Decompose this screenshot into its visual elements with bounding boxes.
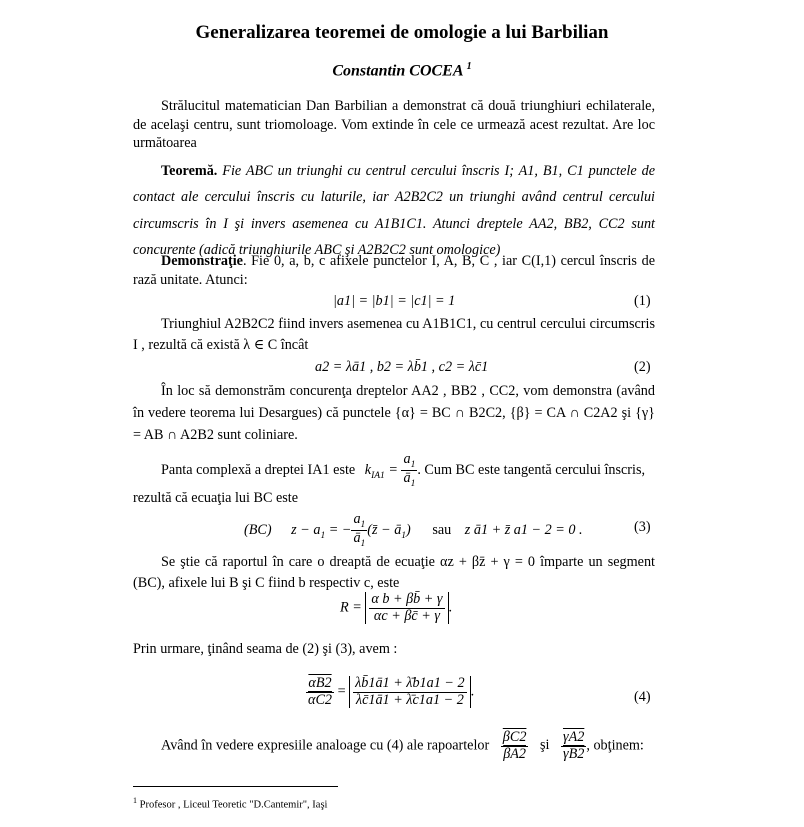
ratio-gamma-denominator: γB2 <box>562 745 585 762</box>
proof-paragraph <box>133 252 655 289</box>
equation-1-number: (1) <box>634 293 651 309</box>
slope-text-start: Panta complexă a dreptei IA1 este <box>161 462 356 479</box>
ratio-gamma-numerator: γA2 <box>562 729 585 745</box>
theorem-paragraph <box>133 158 655 263</box>
slope-line: Panta complexă a dreptei IA1 este $k_{IA1}$ = $\frac{a_1}{ā_1}$ . Cum BC este tangentă cercului înscris, <box>161 451 646 490</box>
paragraph-ratio: Se ştie că raportul în care o dreaptă de ecuaţie αz + βz̄ + γ = 0 împarte un segment (BC), afixele lui B şi C fiind b respectiv c, este <box>133 554 655 592</box>
bc-equation-intro: rezultă că ecuaţia lui BC este <box>133 490 299 506</box>
equation-3: (BC) $z - a_1$ = − $\frac{a_1}{ā_1}$ (z̄ − $ā_1$) sau z ā1 + z̄ a1 − 2 = 0 . <box>244 511 583 550</box>
equation-3-or: sau <box>432 522 452 539</box>
equation-4-number: (4) <box>634 689 651 705</box>
proof-label: Demonstraţie <box>161 253 243 269</box>
author-line <box>0 60 804 81</box>
eq4-rhs-numerator: λb̄1ā1 + λ̄b1a1 − 2 <box>355 675 465 691</box>
paragraph-therefore: Prin urmare, ţinând seama de (2) şi (3), avem : <box>133 641 398 657</box>
equation-4: $\frac{\alpha B2}{\alpha C2}$ = $\frac{\lambda b̄1ā1 + \lambdāb1a1 - 2}{\lambda c̄1ā1 + \lambdāc1a1 - 2}$ . <box>308 675 475 708</box>
equation-3-number: (3) <box>634 519 651 535</box>
ratio-R-numerator: α b + βb̄ + γ <box>371 591 443 607</box>
paragraph-desargues: În loc să demonstrăm concurenţa dreptelor AA2 , BB2 , CC2, vom demonstra (având în vedere teorema lui Desargues) că punctele {α} = BC ∩ B2C2, {β} = CA ∩ C2A2 şi {γ} = AB ∩ A2B2 sunt coliniare. <box>133 383 655 443</box>
author-name: Constantin COCEA <box>332 62 463 80</box>
equation-1: |a1| = |b1| = |c1| = 1 <box>333 293 456 309</box>
analogous-and: şi <box>539 737 550 754</box>
analogous-text-end: , obţinem: <box>586 737 644 754</box>
equation-3-alt: z ā1 + z̄ a1 − 2 = 0 . <box>464 522 583 539</box>
intro-paragraph: Strălucitul matematician Dan Barbilian a demonstrat că două triunghiuri echilaterale, de acelaşi centru, sunt triomoloage. Vom extinde în cele ce urmează acest rezultat. Are loc următoarea <box>133 98 655 152</box>
slope-text-end: . Cum BC este tangentă cercului înscris, <box>417 462 646 479</box>
paper-title: Generalizarea teoremei de omologie a lui Barbilian <box>195 22 609 43</box>
eq4-lhs-denominator: αC2 <box>308 691 333 708</box>
slope-fraction: $\frac{a_1}{ā_1}$ <box>403 451 416 490</box>
footnote-divider <box>133 786 338 787</box>
paragraph-analogous <box>161 730 644 762</box>
footnote-text: Profesor , Liceul Teoretic "D.Cantemir", Iaşi <box>139 799 328 811</box>
ratio-beta-denominator: βA2 <box>503 745 527 762</box>
equation-2-number: (2) <box>634 359 651 375</box>
footnote-mark: 1 <box>133 796 137 805</box>
proof-text: . Fie 0, a, b, c afixele punctelor I, A, B, C , iar C(I,1) cercul înscris de rază unitate. Atunci: <box>133 253 655 288</box>
ratio-beta-numerator: βC2 <box>502 729 527 745</box>
theorem-label: Teoremă. <box>161 163 218 179</box>
equation-3-label: (BC) <box>244 522 272 539</box>
ratio-R-lhs: R = <box>340 599 362 616</box>
paragraph-similar-triangle: Triunghiul A2B2C2 fiind invers asemenea cu A1B1C1, cu centrul cercului circumscris I , rezultă că există λ ∈ C încât <box>133 316 655 354</box>
footnote <box>133 796 327 812</box>
analogous-text-start: Având în vedere expresiile analoage cu (4) ale rapoartelor <box>161 737 490 754</box>
theorem-text: Fie ABC un triunghi cu centrul cercului înscris I; A1, B1, C1 punctele de contact ale cercului înscris cu laturile, iar A2B2C2 un triunghi având centrul cercului circumscris în I şi invers asemenea cu A1B1C1. Atunci dreptele AA2, BB2, CC2 sunt concurente (adică triunghiurile ABC şi A2B2C2 sunt omologice) <box>133 163 655 258</box>
ratio-R-denominator: αc + βc̄ + γ <box>373 607 440 624</box>
equation-2: a2 = λā1 , b2 = λb̄1 , c2 = λc̄1 <box>315 359 489 375</box>
eq4-lhs-numerator: αB2 <box>306 676 334 693</box>
author-footnote-mark: 1 <box>466 61 472 72</box>
eq4-rhs-denominator: λc̄1ā1 + λ̄c1a1 − 2 <box>355 691 464 708</box>
equation-ratio-R: R = $\frac{\text{α b + βb̄ + γ}}{\alpha c + \beta c̄ + \gamma}$ . <box>340 591 453 624</box>
